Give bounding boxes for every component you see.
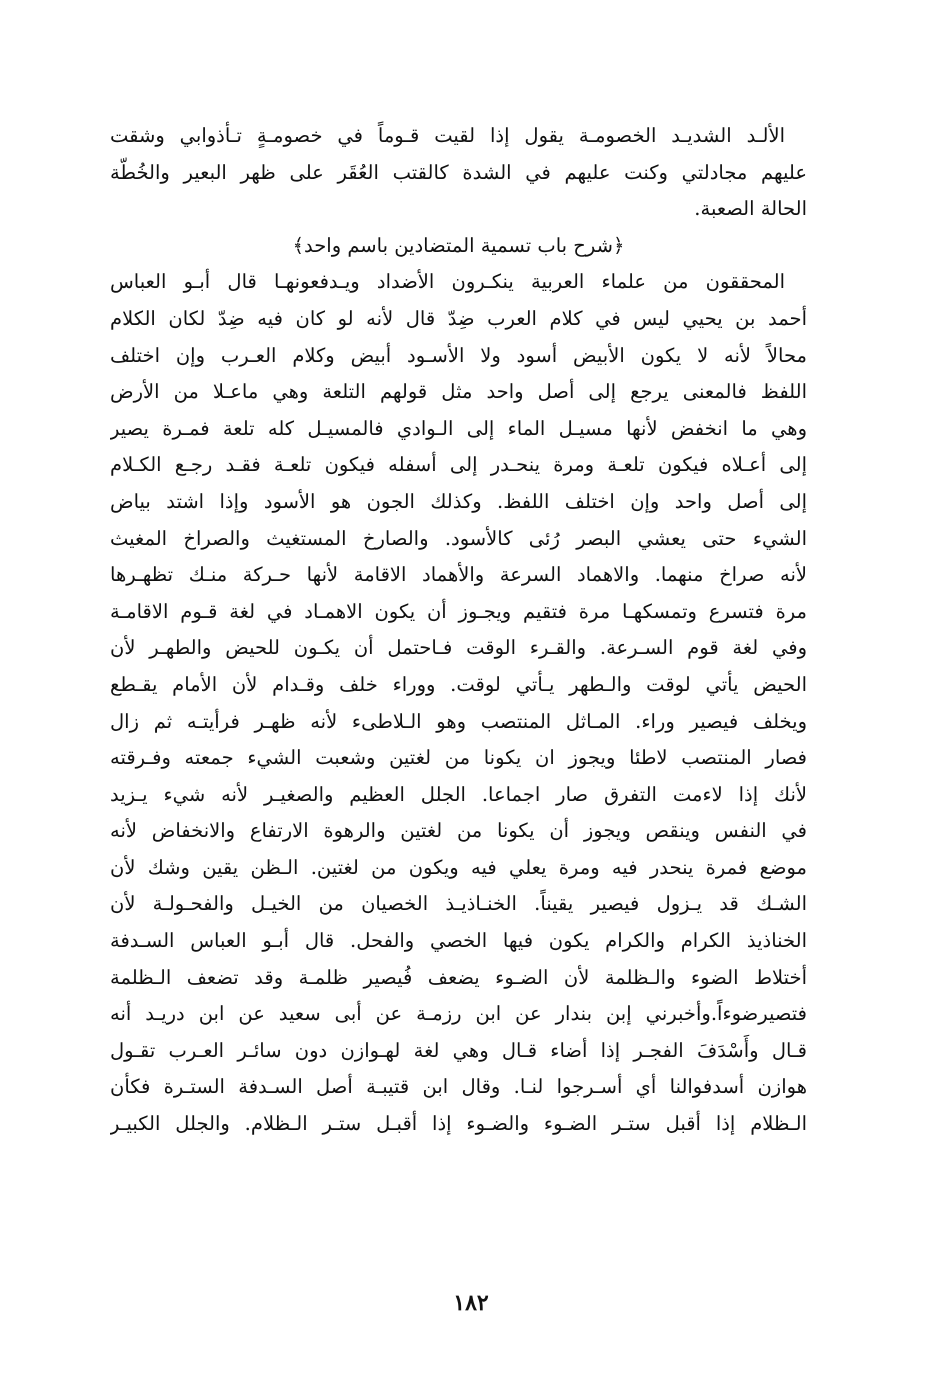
body-line: وفي لغة قوم السـرعة. والقـرء الوقت فـاحتمل أن يكـون للحيض والطهـر لأن [110, 636, 807, 660]
body-line: إلى أصل واحد وإن اختلف اللفظ. وكذلك الجون هو الأسود وإذا اشتد بياض [110, 489, 807, 513]
intro-line: الحالة الصعبة. [694, 197, 807, 221]
body-line: الشيء حتى يعشي البصر رُئى كالأسود. والصارخ المستغيث والصراخ المغيث [110, 526, 807, 550]
body-line: في النفس وينقص ويجوز أن يكونا من لغتين والرهوة الارتفاع والانخفاض لأنه [110, 819, 807, 843]
body-line: موضع فمرة ينحدر فيه ومرة يعلي فيه ويكون من لغتين. الـظن يقين وشك لأن [110, 855, 807, 879]
body-line: لأنك إذا لاءمت التفرق صار اجماعا. الجلل العظيم والصغيـر لأنه شيء يـزيد [110, 782, 807, 806]
body-line: فصار المنتصب لاطئا ويجوز ان يكونا من لغتين وشعبت الشيء جمعته وفـرقته [110, 746, 807, 770]
body-line: ويخلف فيصير وراء. المـاثل المنتصب وهو الـلاطىء لأنه ظهـر فرأيتـه ثم زال [110, 709, 807, 733]
intro-line: الألـد الشديـد الخصومـة يقول إذا لقيت قـوماً في خصومـةٍ تـأذوابي وشقت [110, 124, 785, 147]
section-heading: ﴿شرح باب تسمية المتضادين باسم واحد﴾ [292, 233, 625, 257]
body-line: أختلاط الضوء والـظلمة لأن الضـوء يضعف فُيصير ظلمـة وقد تضعف الـظلمة [110, 965, 807, 989]
body-line: مرة فتسرع وتمسكهـا مرة فتقيم ويجـوز أن يكون الاهمـاد في لغة قـوم الاقامـة [110, 599, 807, 623]
body-line: وهي ما انخفض لأنها مسيـل الماء إلى الـوادي فالمسيـل كله تلعة فمـرة يصير [110, 416, 807, 440]
body-line: الخناذيذ الكرام والكرام يكون فيها الخصي والفحل. قال أبـو العباس السـدفة [110, 929, 807, 953]
page-number: ١٨٢ [453, 1290, 489, 1316]
body-line: الشـك قد يـزول فيصير يقيناً. الخنـاذيـذ الخصيان من الخيـل والفحـولـة لأن [110, 892, 807, 916]
intro-line: عليهم مجادلتي وكنت عليهم في الشدة كالقتب العُقَر على ظهر البعير والخُطّة [110, 160, 807, 184]
body-line: محالاً لأنه لا يكون الأبيض أسود ولا الأسـود أبيض وكلام العـرب وإن اختلف [110, 343, 807, 367]
body-line: قـال وأَسْدَفَ الفجـر إذا أضاء قـال وهي لغة لهـوازن دون سائـر العـرب تقـول [110, 1038, 807, 1062]
body-line: المحققون من علماء العربية ينكـرون الأضداد ويـدفعونهـا قال أبـو العباس [110, 270, 785, 294]
body-line: أحمد بن يحيي ليس في كلام العرب ضِدّ قال لأنه لو كان فيه ضِدّ لكان الكلام [110, 306, 807, 330]
body-line: اللفظ فالمعنى يرجع إلى أصل واحد مثل قولهم التلعة وهي ماعـلا من الأرض [110, 380, 807, 404]
body-line: الحيض يأتي لوقت والـطهر يـأتي لوقت. ووراء خلف وقـدام لأن الأمام يقـطع [110, 672, 807, 696]
text-block [110, 118, 807, 1143]
body-line: إلى أعـلاه فيكون تلعـة ومرة ينحـدر إلى أسفله فيكون تلعـة فقـد رجـع الكـلام [110, 453, 807, 477]
body-line: الـظلام إذا أقبل ستـر الضـوء والضـوء إذا أقبـل ستـر الـظلام. والجلل الكبيـر [110, 1112, 807, 1136]
body-line: فتصيرضوءاً.وأخبرني إبن بندار عن ابن رزمـة عن أبى سعيد عن ابن دريـد أنه [110, 1002, 807, 1026]
body-line: هوازن أسدفوالنا أي أسـرجوا لنـا. وقال ابن قتيبـة أصل السـدفة الستـرة فكأن [110, 1075, 807, 1099]
body-line: لأنه صراخ منهما. والاهماد السرعة والأهماد الاقامة لأنها حـركة منـك تظهـرها [110, 563, 807, 587]
